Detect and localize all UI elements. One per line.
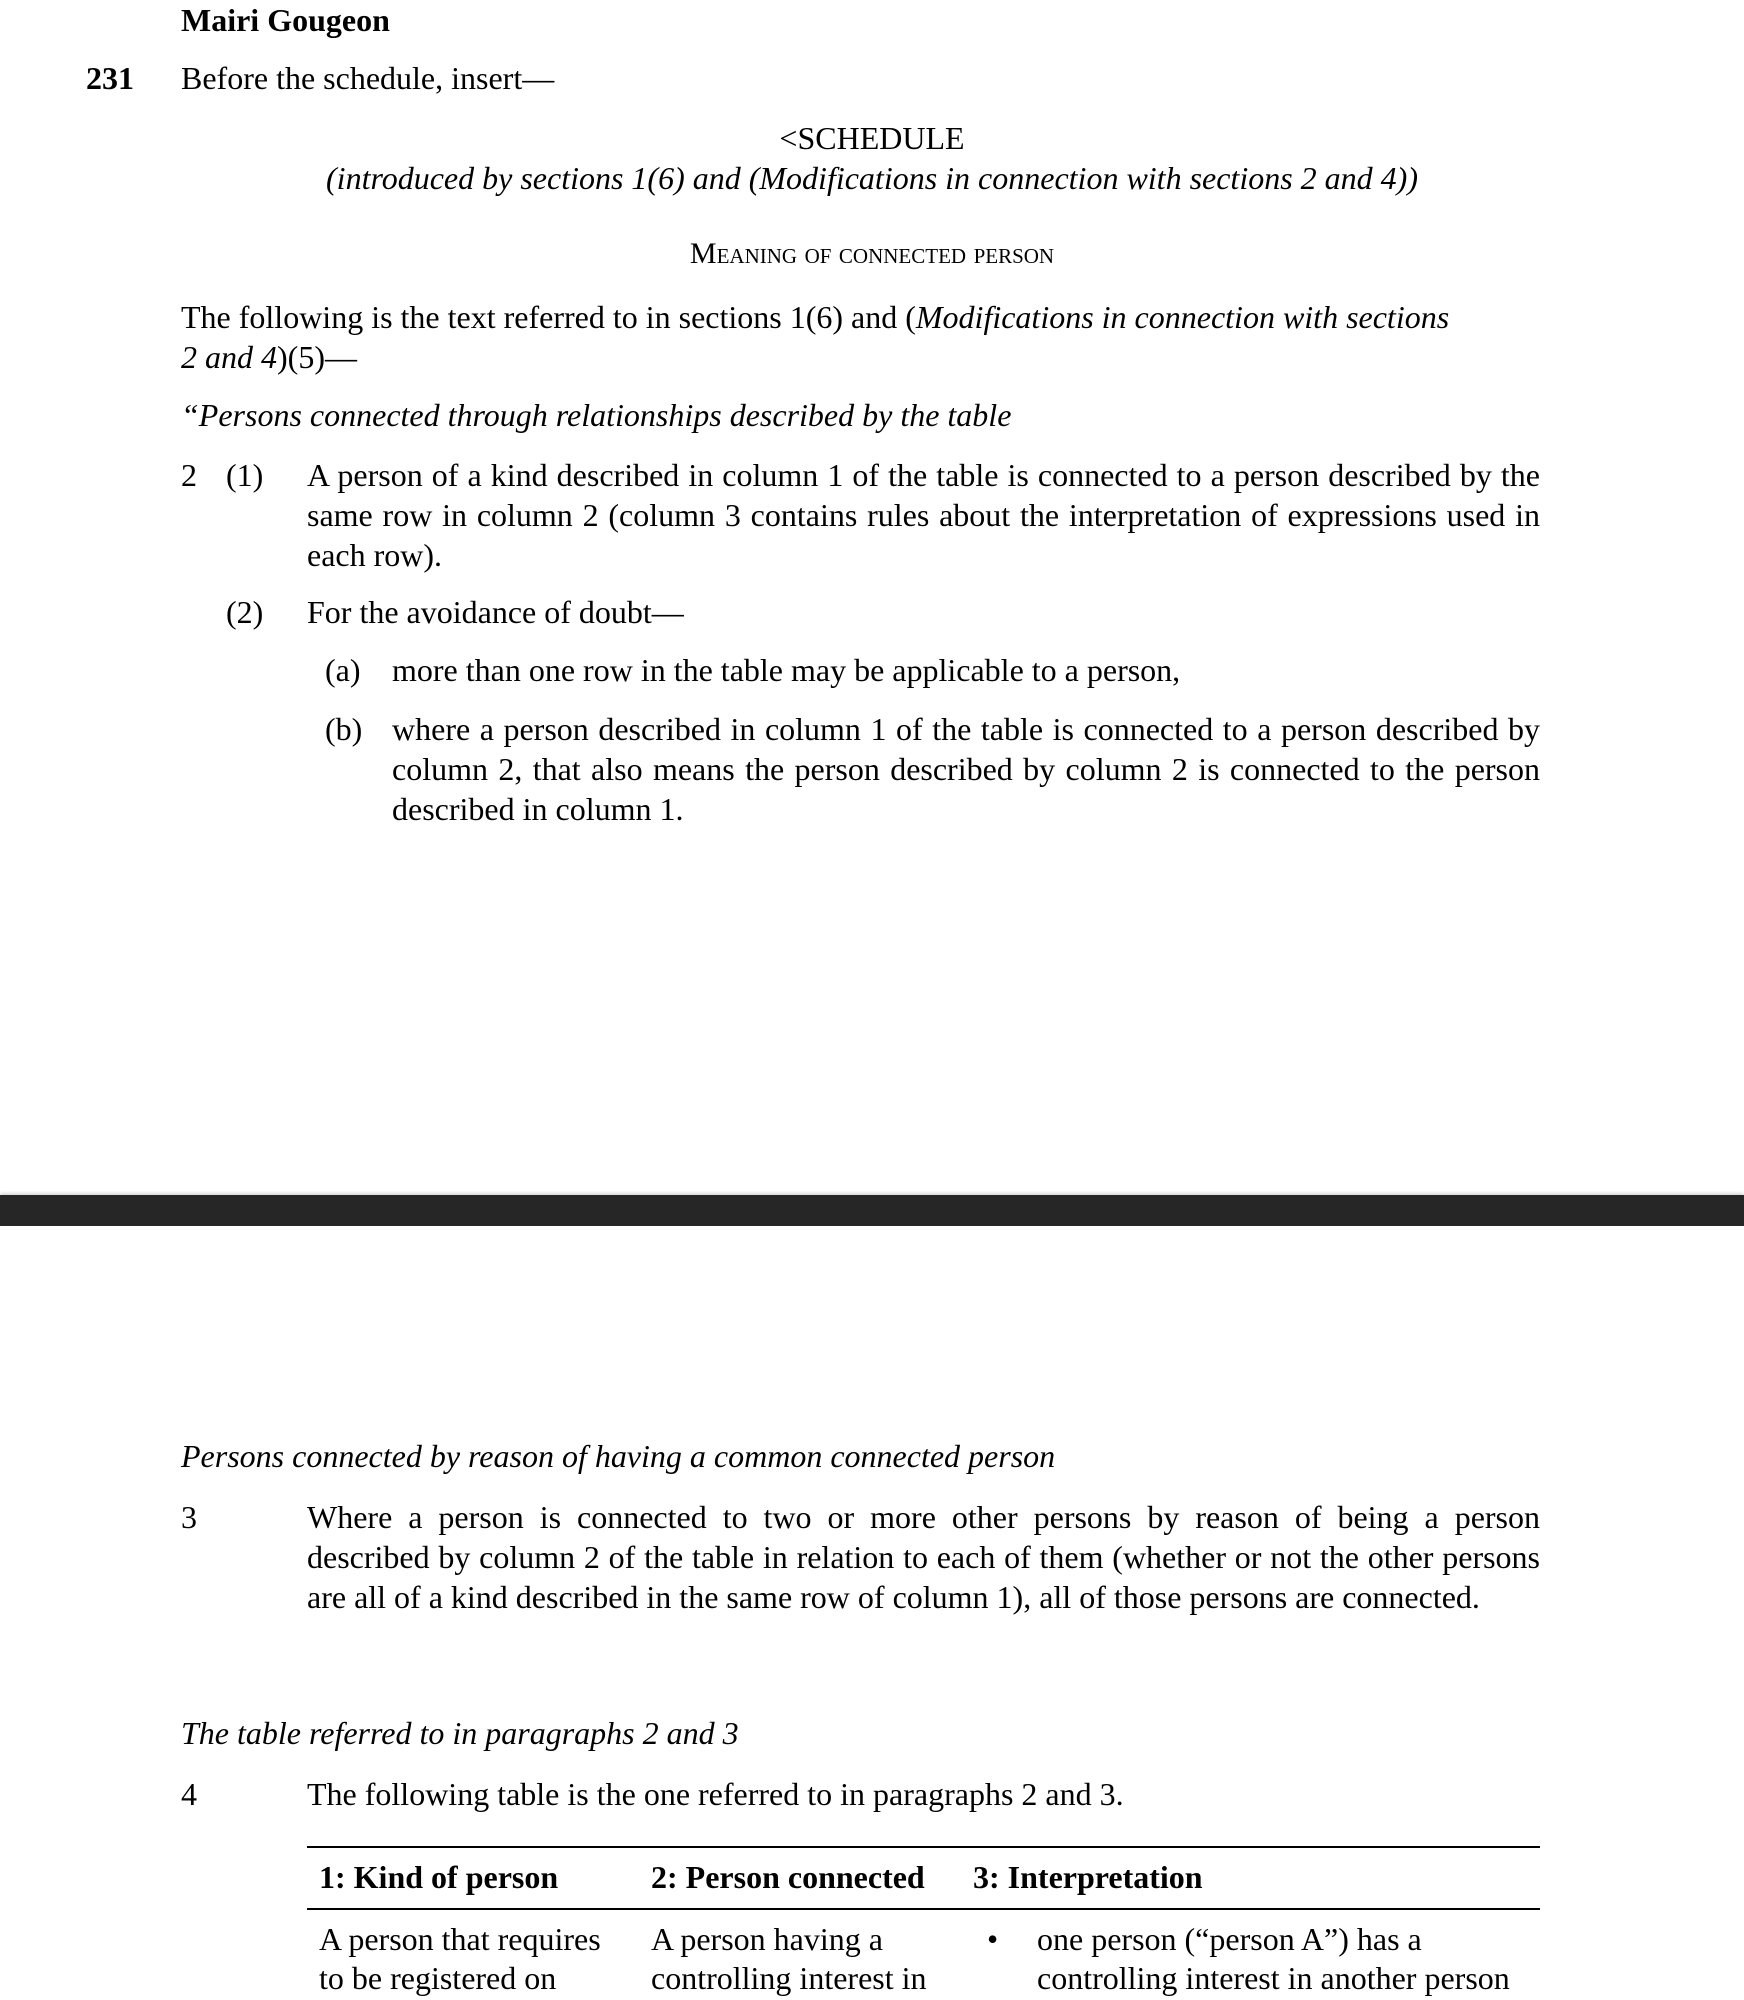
cross-heading-relationships: “Persons connected through relationships described by the table [181,397,1012,433]
table-header-person-connected: 2: Person connected [639,1847,961,1909]
item-text-b: where a person described in column 1 of the table is connected to a person described by column 2, that also means the person described by column 2 is connected to the person described in column 1. [392,711,1540,827]
intro-paragraph [181,297,1541,377]
table-header-kind-of-person: 1: Kind of person [307,1847,639,1909]
intro-section-title-cont: 2 and 4 [181,339,277,375]
table-row [307,1909,1540,1998]
table-header-interpretation: 3: Interpretation [961,1847,1540,1909]
paragraph-text-4: The following table is the one referred to in paragraphs 2 and 3. [307,1776,1124,1812]
item-label-b: (b) [325,711,363,747]
table-cell-interpretation [961,1909,1540,1998]
paragraph-number-2: 2 [181,457,197,493]
intro-text: The following is the text referred to in sections 1(6) and ( [181,299,916,335]
page-divider [0,1195,1744,1226]
subparagraph-text-2: For the avoidance of doubt— [307,594,684,630]
table-cell-kind: A person that requires to be registered on [319,1921,601,1996]
bullet-icon: • [987,1921,999,1957]
schedule-title: Meaning of connected person [689,237,1055,270]
intro-section-title: Modifications in connection with sections [915,299,1450,335]
subparagraph-text-1: A person of a kind described in column 1 of the table is connected to a person described by the same row in column 2 (column 3 contains rules about the interpretation of expressions used in each row). [307,457,1540,573]
item-text-a: more than one row in the table may be applicable to a person, [392,652,1181,688]
table-header-row [307,1847,1540,1909]
paragraph-text-3: Where a person is connected to two or more other persons by reason of being a person described by column 2 of the table in relation to each of them (whether or not the other persons are all of a kind described in the same row of column 1), all of those persons are connected. [307,1499,1540,1615]
intro-text-end: )(5)— [277,339,357,375]
cross-heading-common-person: Persons connected by reason of having a common connected person [181,1438,1056,1474]
subparagraph-label-1: (1) [226,457,264,493]
subparagraph-label-2: (2) [226,594,264,630]
connected-persons-table [307,1846,1540,1998]
item-label-a: (a) [325,652,361,688]
schedule-heading: <SCHEDULE [779,120,965,156]
table-cell-connected: A person having a controlling interest in [651,1921,927,1996]
cross-heading-table: The table referred to in paragraphs 2 and 3 [181,1715,739,1751]
schedule-subheading: (introduced by sections 1(6) and (Modifications in connection with sections 2 and 4)) [326,160,1418,196]
paragraph-number-3: 3 [181,1499,197,1535]
amendment-number: 231 [86,60,134,96]
paragraph-number-4: 4 [181,1776,197,1812]
member-name: Mairi Gougeon [181,2,390,38]
interpretation-text: one person (“person A”) has a controlling interest in another person [1037,1921,1510,1996]
amendment-instruction: Before the schedule, insert— [181,60,555,96]
